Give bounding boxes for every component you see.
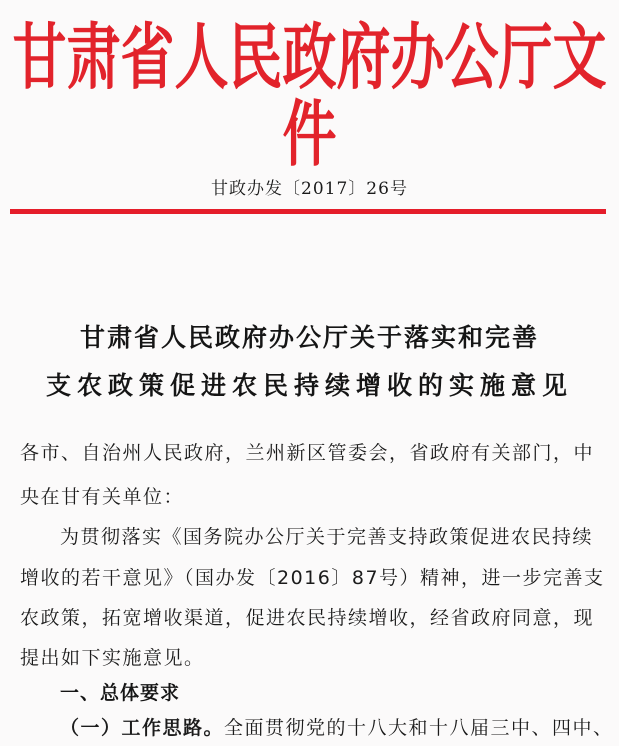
subsection-1-text: 全面贯彻党的十八大和十八届三中、四中、 [224,717,614,739]
body-paragraph-line-3: 农政策，拓宽增收渠道，促进农民持续增收，经省政府同意，现 [20,607,595,629]
recipients-line-1: 各市、自治州人民政府，兰州新区管委会，省政府有关部门，中 [20,442,595,464]
subsection-1 [60,713,614,740]
document-number: 甘政办发〔2017〕26号 [211,179,408,199]
document-header-title: 甘肃省人民政府办公厅文件 [12,14,607,177]
document-title-line-2: 支农政策促进农民持续增收的实施意见 [45,371,573,400]
document-title-line-1: 甘肃省人民政府办公厅关于落实和完善 [79,323,539,352]
section-heading-1: 一、总体要求 [60,682,181,704]
header-red-rule [10,209,606,214]
body-paragraph-line-4: 提出如下实施意见。 [20,647,205,669]
body-paragraph-line-2: 增收的若干意见》（国办发〔2016〕87号）精神，进一步完善支 [20,567,605,589]
subsection-1-label: （一）工作思路。 [60,717,225,739]
body-paragraph-line-1: 为贯彻落实《国务院办公厅关于完善支持政策促进农民持续 [60,526,594,548]
recipients-line-2: 央在甘有关单位： [20,486,185,508]
